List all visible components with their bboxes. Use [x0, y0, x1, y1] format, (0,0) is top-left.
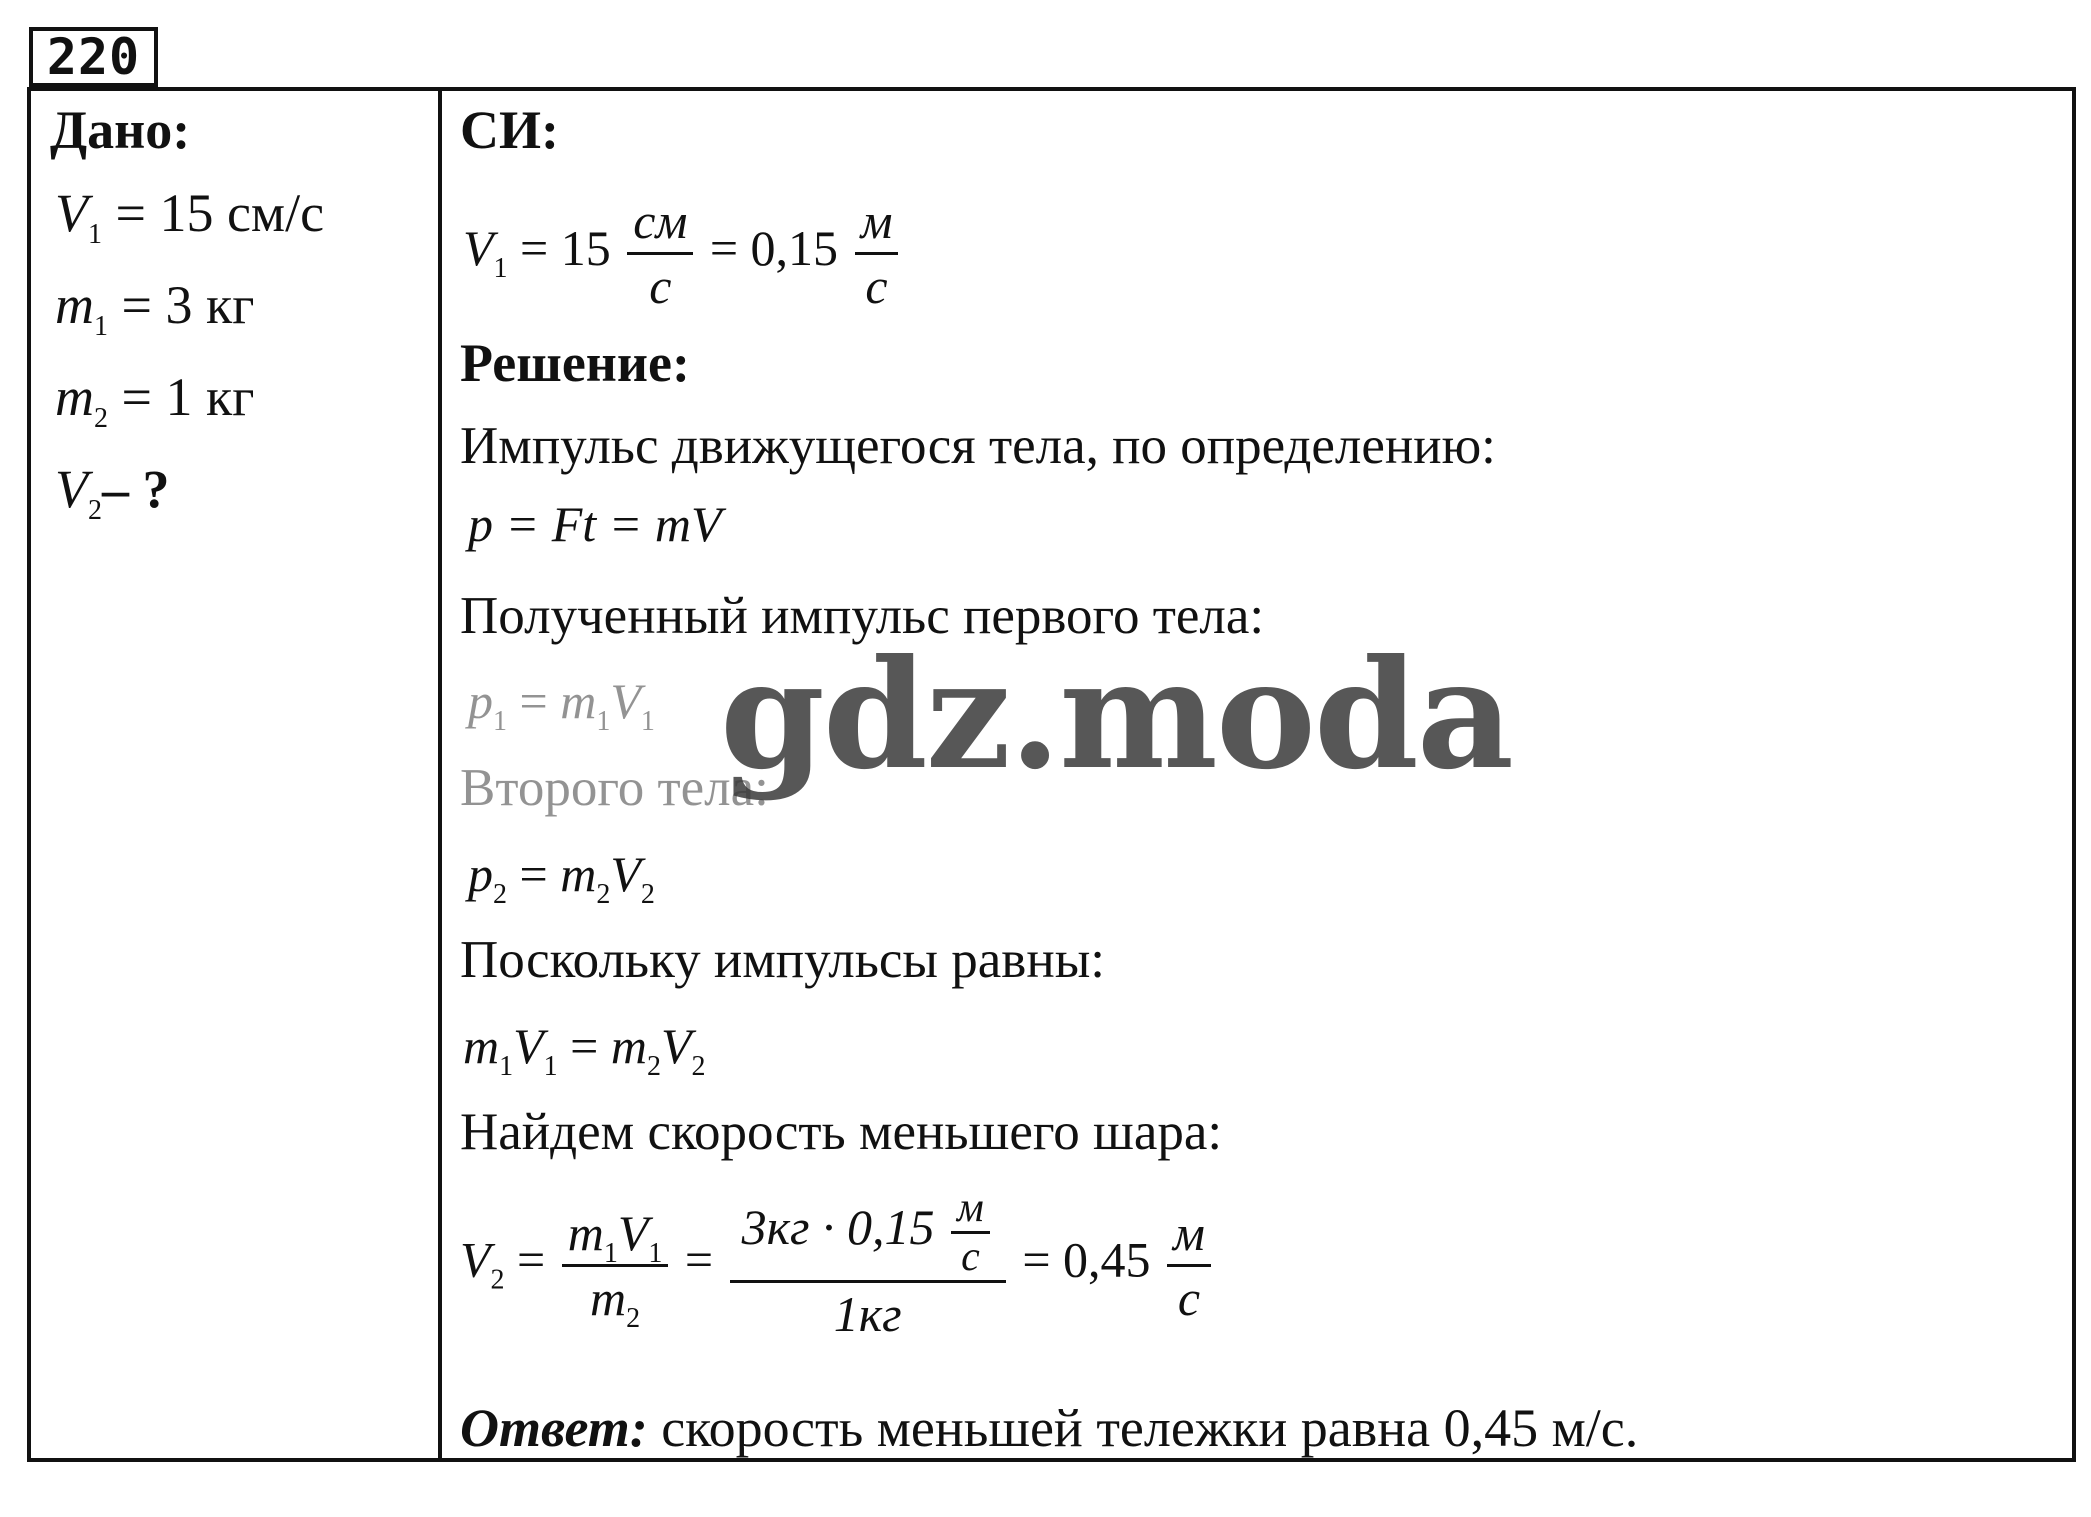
si-fraction-2: $\frac{м}{с}$	[855, 190, 899, 317]
formula-p2: $p_2 = m_2V_2$	[468, 846, 655, 910]
given-heading: Дано:	[50, 100, 191, 160]
formula-equal-momenta: $m_1V_1 = m_2V_2$	[463, 1018, 706, 1082]
given-item-m2: $m_2 = 1$ кг	[55, 367, 255, 434]
answer-text: скорость меньшей тележки равна 0,45 м/с.	[647, 1398, 1639, 1458]
si-formula: $V_1 = 15$ $\frac{см}{с}$ = 0,15 $\frac{м}{с}$	[463, 190, 902, 317]
column-divider	[438, 91, 442, 1458]
solution-line-4: Поскольку импульсы равны:	[460, 931, 1106, 989]
solution-line-1: Импульс движущегося тела, по определению:	[460, 417, 1496, 475]
fraction-result-unit: $\frac{м}{с}$	[1167, 1202, 1211, 1329]
si-fraction-1: $\frac{см}{с}$	[627, 190, 693, 317]
answer-label: Ответ:	[460, 1398, 648, 1458]
solution-line-3: Второго тела:	[460, 759, 769, 817]
solution-line-2: Полученный импульс первого тела:	[460, 587, 1265, 645]
formula-p1: $p_1 = m_1V_1$	[468, 673, 655, 737]
given-item-v1: $V_1 = 15$ см/с	[55, 183, 325, 250]
given-item-v2-unknown: $V_2-$ ?	[55, 459, 170, 526]
solution-line-5: Найдем скорость меньшего шара:	[460, 1103, 1223, 1161]
solution-heading: Решение:	[460, 333, 690, 393]
fraction-m1v1-m2: $\frac{m_1V_1}{m_2}$	[562, 1202, 669, 1329]
given-item-m1: $m_1 = 3$ кг	[55, 275, 255, 342]
formula-v2-result: $V_2$ = $\frac{m_1V_1}{m_2}$ = 3кг · 0,15 $\frac{м}{с}$ 1кг = 0,45 $\frac{м}{с}$	[460, 1185, 1215, 1345]
formula-momentum-def: p = Ft = mV	[468, 496, 722, 552]
watermark-logo: gdz.moda	[720, 627, 1513, 803]
problem-number: 220	[29, 27, 158, 87]
fraction-unit-top: $\frac{м}{с}$	[951, 1185, 990, 1280]
si-heading: СИ:	[460, 100, 559, 160]
answer-line	[460, 1398, 1638, 1458]
fraction-numeric: 3кг · 0,15 $\frac{м}{с}$ 1кг	[730, 1185, 1006, 1345]
